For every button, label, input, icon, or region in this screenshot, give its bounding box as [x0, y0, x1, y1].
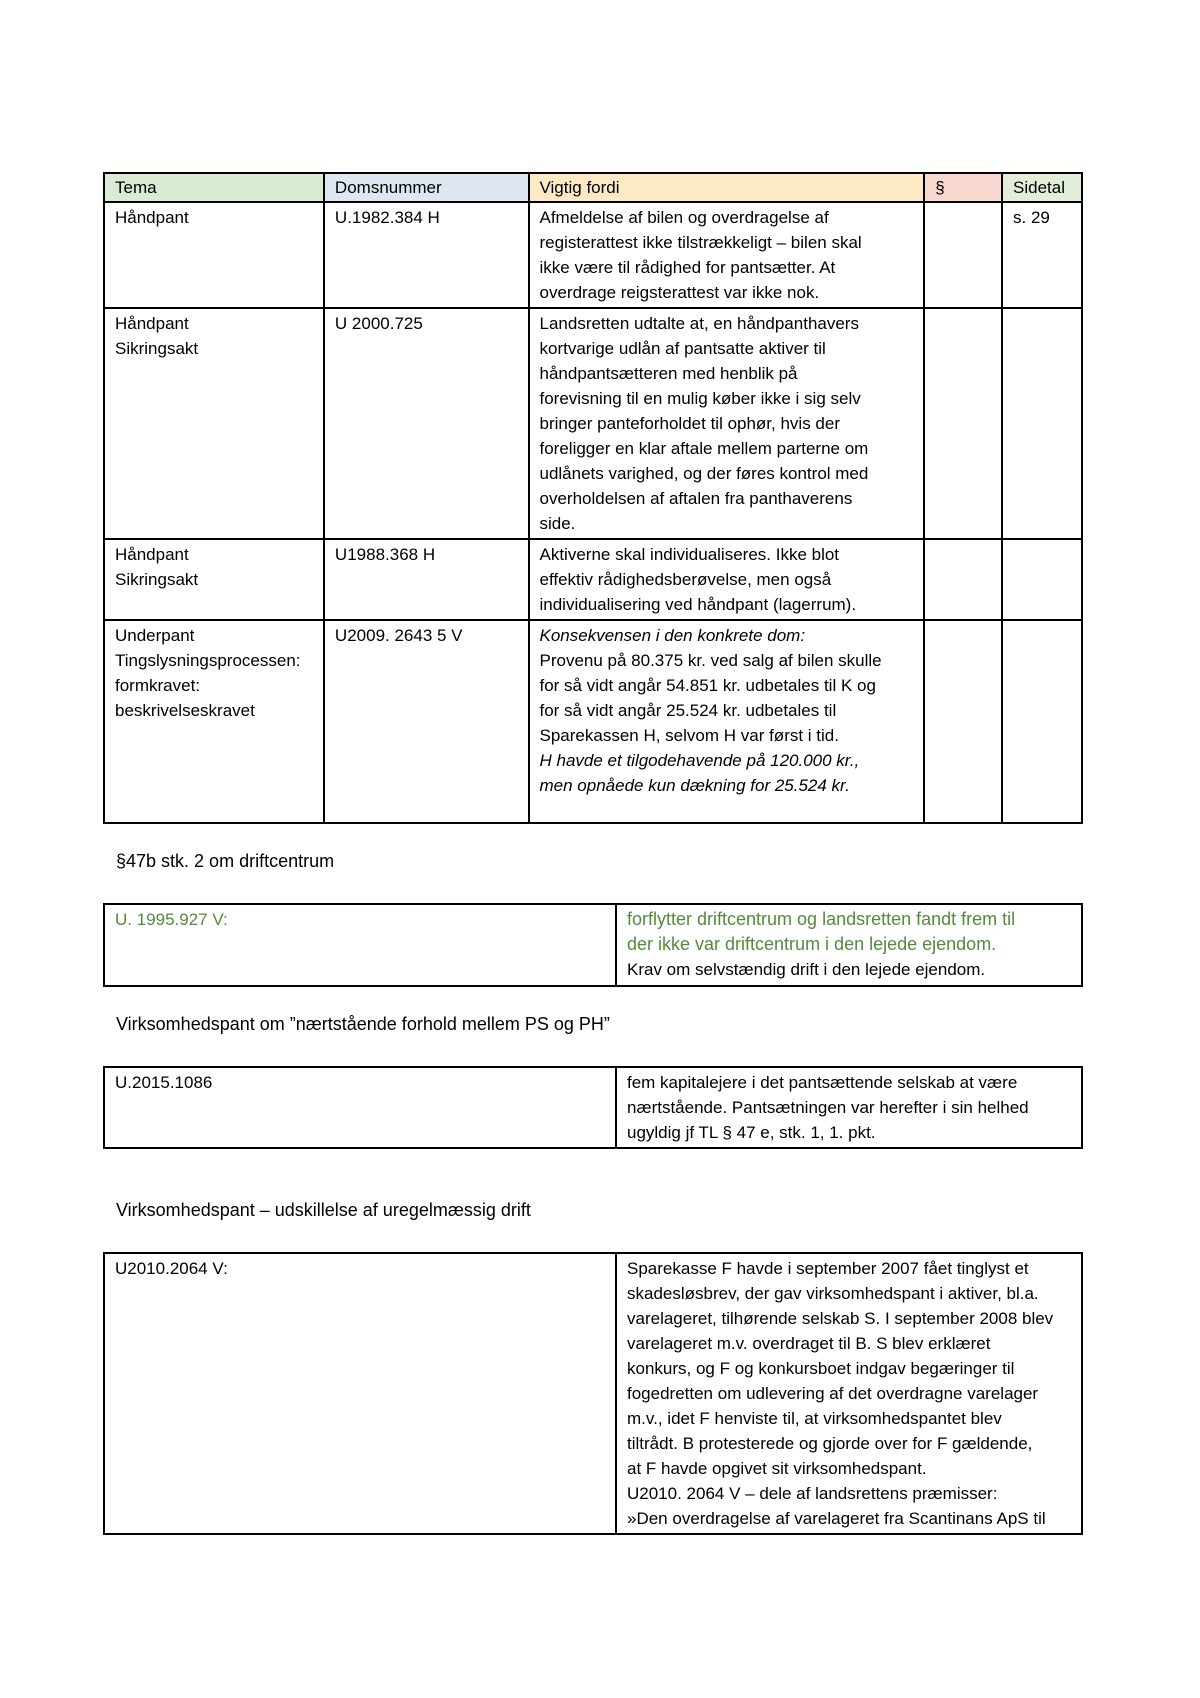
cell-sidetal: s. 29	[1002, 202, 1082, 308]
vigtig-line: udlånets varighed, og der føres kontrol med	[539, 464, 869, 483]
description-line: »Den overdragelse af varelageret fra Scantinans ApS til	[627, 1509, 1046, 1528]
description-line: fogedretten om udlevering af det overdragne varelager	[627, 1384, 1039, 1403]
vigtig-line: Afmeldelse af bilen og overdragelse af	[539, 208, 829, 227]
description-line: Krav om selvstændig drift i den lejede ejendom.	[627, 960, 986, 979]
cell-domsnummer: U1988.368 H	[324, 539, 529, 620]
description-line: konkurs, og F og konkursboet indgav begæringer til	[627, 1359, 1015, 1378]
description-line: varelageret, tilhørende selskab S. I september 2008 blev	[627, 1309, 1054, 1328]
cell-paragraf	[924, 620, 1002, 823]
vigtig-line: overdrage reigsterattest var ikke nok.	[539, 283, 820, 302]
case-table	[103, 172, 1083, 824]
cell-vigtig	[529, 308, 925, 539]
header-tema: Tema	[104, 173, 324, 202]
description-line-green: der ikke var driftcentrum i den lejede ejendom.	[627, 934, 997, 954]
description-line: skadesløsbrev, der gav virksomhedspant i aktiver, bl.a.	[627, 1284, 1039, 1303]
description-line: U2010. 2064 V – dele af landsrettens præmisser:	[627, 1484, 998, 1503]
table-row	[104, 904, 1082, 986]
table-row	[104, 539, 1082, 620]
header-domsnummer: Domsnummer	[324, 173, 529, 202]
vigtig-line: Aktiverne skal individualiseres. Ikke blot	[539, 545, 840, 564]
cell-paragraf	[924, 539, 1002, 620]
section-title-naertstaaende: Virksomhedspant om ”nærtstående forhold mellem PS og PH”	[116, 1014, 610, 1034]
vigtig-line: ikke være til rådighed for pantsætter. At	[539, 258, 836, 277]
description-line: varelageret m.v. overdraget til B. S blev erklæret	[627, 1334, 991, 1353]
tema-line: Håndpant	[115, 314, 189, 333]
case-description	[616, 904, 1082, 986]
vigtig-line: kortvarige udlån af pantsatte aktiver til	[539, 339, 826, 358]
vigtig-line: Landsretten udtalte at, en håndpanthavers	[539, 314, 859, 333]
vigtig-line: bringer panteforholdet til ophør, hvis der	[539, 414, 841, 433]
case-number: U.2015.1086	[104, 1067, 616, 1148]
tema-line: Håndpant	[115, 208, 189, 227]
cell-domsnummer: U.1982.384 H	[324, 202, 529, 308]
cell-vigtig	[529, 620, 925, 823]
vigtig-italic-line: men opnåede kun dækning for 25.524 kr.	[539, 776, 850, 795]
description-line-green: forflytter driftcentrum og landsretten fandt frem til	[627, 909, 1016, 929]
description-line: m.v., idet F henviste til, at virksomhedspantet blev	[627, 1409, 1002, 1428]
description-line: tiltrådt. B protesterede og gjorde over for F gældende,	[627, 1434, 1033, 1453]
tema-line: Sikringsakt	[115, 570, 199, 589]
cell-tema	[104, 620, 324, 823]
driftcentrum-table	[103, 903, 1083, 987]
description-line: ugyldig jf TL § 47 e, stk. 1, 1. pkt.	[627, 1123, 876, 1142]
tema-line: Håndpant	[115, 545, 189, 564]
description-line: at F havde opgivet sit virksomhedspant.	[627, 1459, 927, 1478]
vigtig-line: Provenu på 80.375 kr. ved salg af bilen skulle	[539, 651, 882, 670]
vigtig-line: individualisering ved håndpant (lagerrum).	[539, 595, 857, 614]
naertstaaende-table	[103, 1066, 1083, 1149]
cell-paragraf	[924, 202, 1002, 308]
header-vigtig-fordi: Vigtig fordi	[529, 173, 925, 202]
cell-tema	[104, 539, 324, 620]
vigtig-line: forevisning til en mulig køber ikke i sig selv	[539, 389, 861, 408]
section-title-driftcentrum: §47b stk. 2 om driftcentrum	[116, 851, 335, 871]
vigtig-line: overholdelsen af aftalen fra panthaverens	[539, 489, 853, 508]
cell-tema	[104, 202, 324, 308]
vigtig-line: effektiv rådighedsberøvelse, men også	[539, 570, 832, 589]
cell-sidetal	[1002, 308, 1082, 539]
cell-domsnummer: U 2000.725	[324, 308, 529, 539]
vigtig-line: foreligger en klar aftale mellem parterne om	[539, 439, 869, 458]
cell-sidetal	[1002, 620, 1082, 823]
case-number: U2010.2064 V:	[104, 1253, 616, 1534]
description-line: fem kapitalejere i det pantsættende selskab at være	[627, 1073, 1018, 1092]
case-number: U. 1995.927 V:	[104, 904, 616, 986]
tema-line: formkravet:	[115, 676, 201, 695]
vigtig-line: Sparekassen H, selvom H var først i tid.	[539, 726, 839, 745]
table-header-row	[104, 173, 1082, 202]
description-line: nærtstående. Pantsætningen var herefter i sin helhed	[627, 1098, 1029, 1117]
table-row	[104, 308, 1082, 539]
description-line: Sparekasse F havde i september 2007 fået tinglyst et	[627, 1259, 1029, 1278]
header-sidetal: Sidetal	[1002, 173, 1082, 202]
vigtig-line: side.	[539, 514, 576, 533]
cell-paragraf	[924, 308, 1002, 539]
table-row	[104, 1067, 1082, 1148]
case-description	[616, 1253, 1082, 1534]
tema-line: Tingslysningsprocessen:	[115, 651, 301, 670]
vigtig-line: håndpantsætteren med henblik på	[539, 364, 798, 383]
uregelmaessig-drift-table	[103, 1252, 1083, 1535]
cell-sidetal	[1002, 539, 1082, 620]
vigtig-italic-line: H havde et tilgodehavende på 120.000 kr.,	[539, 751, 860, 770]
tema-line: Underpant	[115, 626, 195, 645]
cell-domsnummer: U2009. 2643 5 V	[324, 620, 529, 823]
case-description	[616, 1067, 1082, 1148]
vigtig-line: for så vidt angår 54.851 kr. udbetales til K og	[539, 676, 876, 695]
vigtig-line: registerattest ikke tilstrækkeligt – bilen skal	[539, 233, 862, 252]
cell-vigtig	[529, 202, 925, 308]
cell-tema	[104, 308, 324, 539]
vigtig-line: for så vidt angår 25.524 kr. udbetales til	[539, 701, 837, 720]
tema-line: Sikringsakt	[115, 339, 199, 358]
vigtig-italic-heading: Konsekvensen i den konkrete dom:	[539, 626, 806, 645]
table-row	[104, 620, 1082, 823]
cell-vigtig	[529, 539, 925, 620]
table-row	[104, 1253, 1082, 1534]
header-paragraf: §	[924, 173, 1002, 202]
section-title-uregelmaessig-drift: Virksomhedspant – udskillelse af uregelmæssig drift	[116, 1200, 531, 1220]
tema-line: beskrivelseskravet	[115, 701, 255, 720]
table-row	[104, 202, 1082, 308]
